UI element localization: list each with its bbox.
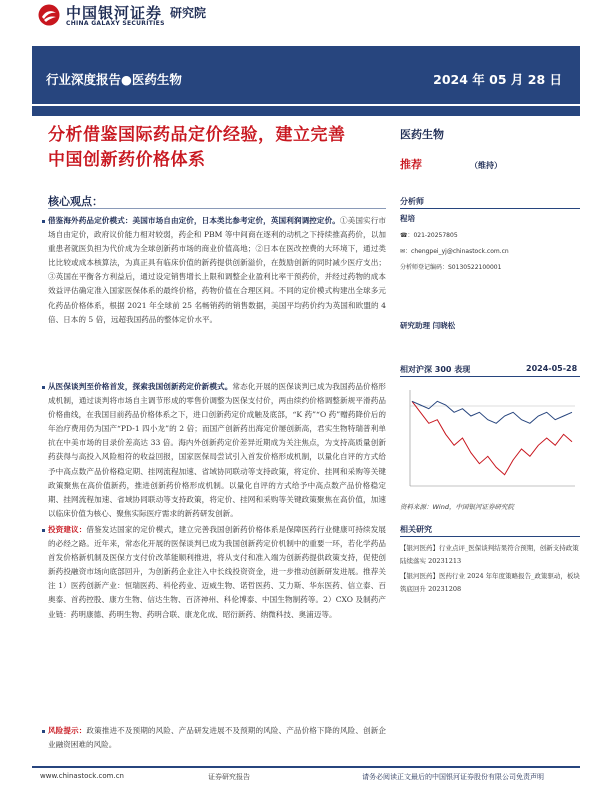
chart-divider [400, 376, 580, 377]
related-divider [400, 536, 580, 537]
report-title-line-2: 中国创新药价格体系 [48, 150, 206, 170]
report-title-line-1: 分析借鉴国际药品定价经验，建立完善 [48, 125, 346, 145]
core-point-2 [48, 380, 386, 521]
analyst-registration: 分析师登记编码：S0130522100001 [400, 264, 502, 271]
logo-company-en: CHINA GALAXY SECURITIES [66, 20, 165, 27]
core-point-3 [48, 523, 386, 622]
logo-company-cn: 中国银河证券 [66, 4, 163, 22]
bullet-icon [42, 386, 45, 389]
relative-performance-chart [400, 386, 580, 494]
rating: 推荐 [400, 158, 422, 171]
bullet-icon [42, 529, 45, 532]
research-assistant: 研究助理 闫晓松 [400, 321, 456, 330]
analyst-divider [400, 208, 580, 209]
chart-background [400, 386, 580, 494]
bullet-icon [42, 730, 45, 733]
footer-divider [32, 766, 580, 768]
report-header [0, 0, 600, 36]
report-type: 行业深度报告●医药生物 [46, 72, 182, 87]
core-point-3-body: 借鉴发达国家的定价模式，建立完善我国创新药价格体系是保障医药行业健康可持续发展的必经之路。近年来，常态化开展的医保谈判已成为我国创新药定价机制中的重要一环，若化学药品首发价格新机制及医保方支付价改革能顺利推进，将从支付和准入端为创新药提供政策支持，促使创新药投融资市场向底部回升，为创新药企业注入中长线投资资金，进一步推动创新研发进展。推荐关注 1）医药创新产业：恒瑞医药、科伦药业、迈威生物、诺哲医药、艾力斯、华东医药、信立泰、百奥泰、首药控股、康方生物、信达生物、百济神州、科伦博泰、中国生物制药等。2）CXO 及制药产业链：药明康德、药明生物、药明合联、康龙化成、昭衍新药、纳微科技、奥浦迈等。 [48, 525, 386, 619]
bullet-icon [42, 220, 45, 223]
analyst-name: 程培 [400, 214, 415, 223]
core-point-4 [48, 724, 386, 752]
chart-heading: 相对沪深 300 表现 [400, 365, 471, 374]
chart-date: 2024-05-28 [526, 364, 578, 373]
sector-name: 医药生物 [400, 128, 444, 141]
banner-divider [32, 104, 580, 106]
core-point-1 [48, 214, 386, 327]
related-research-item-2[interactable]: 【银河医药】医药行业 2024 年年度策略报告_政策驱动，板块筑底回升 20231208 [400, 572, 580, 593]
report-banner [32, 46, 580, 116]
core-point-2-body: 常态化开展的医保谈判已成为我国药品价格形成机制，通过谈判将市场自主调节形成的零售价调整为医保支付价，两由续约价格调整新规平滑药品价格曲线，在我国目前药品价格体系之下，进口创新药定价成触及底部，“K 药”“O 药”赠药降价后的年治疗费用仍为国产“PD-1 四小龙”的 2 倍；而国产创新药出海定价屡创新高，君实生物特瑞普利单抗在中美市场的目录价差高达 33 倍。海内外创新药定价差异近期成为关注焦点，为支持高质量创新药获得与高投入风险相符的收益回报，国家医保局尝试引入首发价格形成机制，以量化自评的方式给予中高点数产品价格稳定期、挂网流程加速、省域协同联动等支持政策，将定价、挂网和采购等关键政策聚焦在高价值新药，推进创新药价格形成机制。以量化自评的方式给予中高点数产品价格稳定期、挂网流程加速、省域协同联动等支持政策，将定价、挂网和采购等关键政策聚焦在高价值，加速以临床价值为核心、聚焦实际医疗需求的新药研发创新。 [48, 382, 387, 518]
section-divider [48, 208, 386, 209]
core-point-4-body: 政策推进不及预期的风险、产品研发进展不及预期的风险、产品价格下降的风险、创新企业融资困难的风险。 [48, 726, 386, 750]
galaxy-logo-icon [38, 4, 60, 26]
footer-doc-type: 证券研究报告 [208, 773, 250, 781]
related-research-heading: 相关研究 [400, 525, 432, 534]
core-points-heading: 核心观点： [48, 195, 103, 208]
core-point-2-lead: 从医保谈判至价格首发，探索我国创新药定价新模式。 [48, 382, 233, 391]
chart-source-caption: 资料来源：Wind，中国银河证券研究院 [400, 503, 514, 511]
analyst-phone: ☎：021-20257805 [400, 232, 458, 239]
footer-disclaimer: 请务必阅读正文最后的中国银河证券股份有限公司免责声明 [362, 773, 544, 781]
related-research-item-1[interactable]: 【银河医药】行业点评_医保谈判结果符合预期，创新支持政策陆续落实 20231213 [400, 544, 579, 565]
analyst-email: ✉：chengpei_yj@chinastock.com.cn [400, 248, 509, 255]
core-point-1-lead: 借鉴海外药品定价模式：美国市场自由定价，日本类比参考定价，英国利润调控定价。 [48, 216, 340, 225]
core-point-1-body: ①美国实行市场自由定价，政府议价能力相对较弱，药企和 PBM 等中间商在逐利的动机之下持续推高药价，以加重患者就医负担为代价成为全球创新药市场的商业价值高地；②日本在医改控费的大环境下，通过类比比较或成本核算法，为真正具有临床价值的新药提供创新溢价，在鼓励创新的同时减少医疗支出；③英国在平衡各方利益后，通过设定销售增长上限和调整企业盈利比率干预药价，并经过药物的成本效益评估确定准入国家医保体系的最终价格，药物价值在合理区间。不同的定价模式构建出全球多元化药品价格体系，根据 2021 年全球前 25 名畅销药的销售数据，美国平均药价约为英国和欧盟的 4 倍、日本的 5 倍，远超我国药品的整体定价水平。 [48, 216, 386, 324]
analyst-heading: 分析师 [400, 197, 424, 206]
report-date: 2024 年 05 月 28 日 [433, 72, 562, 87]
core-point-4-lead: 风险提示： [48, 726, 87, 735]
core-point-3-lead: 投资建议： [48, 525, 87, 534]
rating-status: （维持） [470, 161, 502, 170]
footer-website[interactable]: www.chinastock.com.cn [40, 772, 124, 780]
logo-dept: 研究院 [170, 6, 207, 20]
